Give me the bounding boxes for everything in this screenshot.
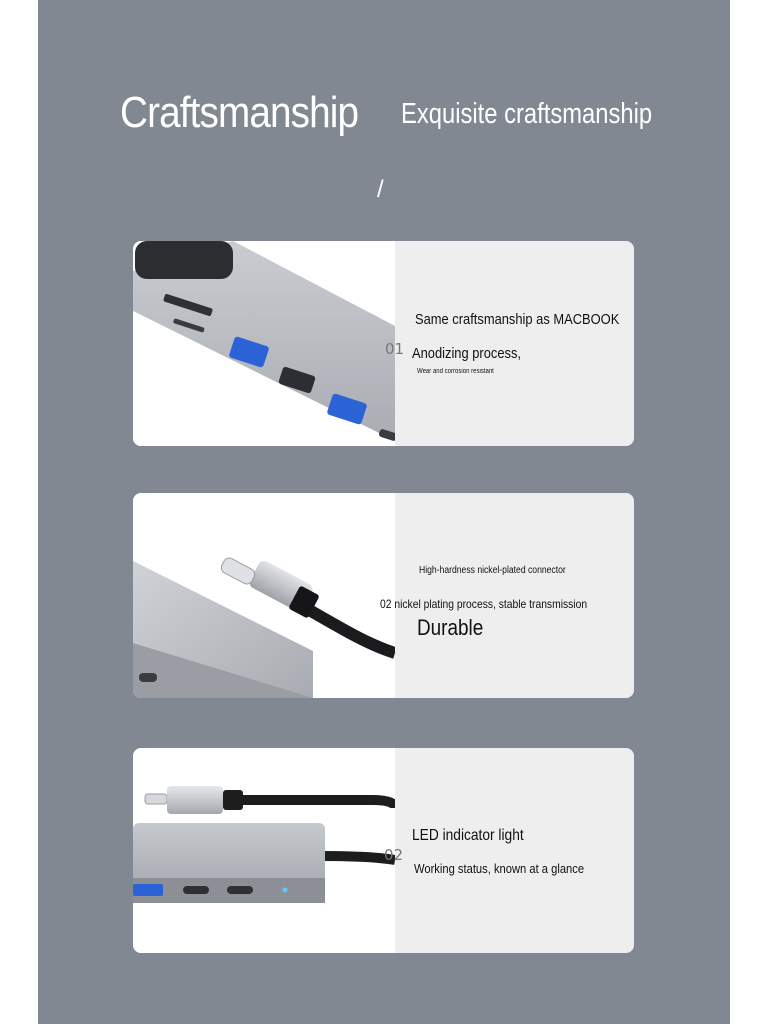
- card-line2: 02 nickel plating process, stable transmission: [380, 597, 588, 611]
- feature-card-anodizing: [133, 241, 634, 446]
- card-note: Wear and corrosion resistant: [417, 368, 494, 375]
- feature-number: 01: [385, 340, 405, 358]
- card-title: Durable: [417, 615, 484, 640]
- feature-number: 02: [384, 846, 404, 864]
- page-title: Craftsmanship: [120, 88, 359, 137]
- hub-led-image: [133, 748, 395, 953]
- card-heading: Same craftsmanship as MACBOOK: [415, 311, 620, 328]
- card-note: Working status, known at a glance: [414, 861, 585, 876]
- hub-ports-image: [133, 241, 395, 446]
- usb-c-cable-image: [133, 493, 395, 698]
- card-title: Anodizing process,: [412, 345, 522, 362]
- feature-card-led: [133, 748, 634, 953]
- feature-card-durable: [133, 493, 634, 698]
- card-title: LED indicator light: [412, 827, 524, 844]
- page-subtitle: Exquisite craftsmanship: [401, 98, 653, 130]
- card-line1: High-hardness nickel-plated connector: [419, 565, 566, 576]
- title-separator: /: [377, 176, 384, 203]
